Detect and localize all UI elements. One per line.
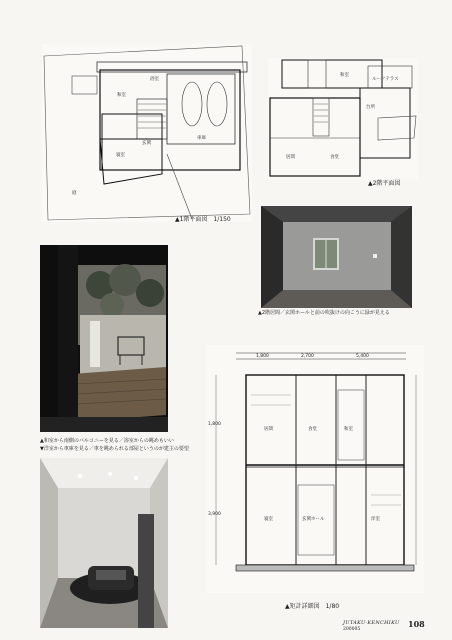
floor-plan-1f — [42, 44, 252, 222]
room-label-2f: ルーフテラス — [372, 77, 399, 82]
detail-section-drawing — [206, 345, 424, 593]
footer-magazine: JUTAKU-KENCHIKU — [343, 620, 400, 626]
page-number: 108 — [408, 619, 425, 629]
dimension-label: 1,800 — [208, 422, 221, 427]
dimension-label: 3,900 — [208, 512, 221, 517]
room-label-detail: 食堂 — [308, 427, 317, 432]
caption-floor1: ▲1階平面図 1/150 — [175, 216, 231, 223]
room-label-detail: 和室 — [344, 427, 353, 432]
footer-issue: 200005 — [343, 627, 361, 632]
room-label-1f: 玄関 — [142, 141, 151, 146]
room-label-2f: 台所 — [366, 105, 375, 110]
photo-balcony — [40, 245, 168, 432]
dimension-label: 1,800 — [256, 354, 269, 359]
room-label-detail: 玄関ホール — [302, 517, 325, 522]
caption-photo-balcony-2: ▼洋室から車庫を見る／車を眺められる部屋というのが建主の要望 — [40, 446, 189, 452]
room-label-detail: 居間 — [264, 427, 273, 432]
room-label-1f: 和室 — [117, 93, 126, 98]
room-label-1f: 寝室 — [116, 153, 125, 158]
caption-floor2: ▲2階平面図 — [368, 180, 401, 187]
photo-living-room — [261, 206, 412, 308]
caption-photo-balcony-1: ▲和室から南側のバルコニーを見る／浴室からの眺めもいい — [40, 438, 174, 444]
caption-detail: ▲矩計詳細図 1/80 — [285, 603, 340, 610]
dimension-label: 5,400 — [356, 354, 369, 359]
room-label-1f: 浴室 — [150, 77, 159, 82]
room-label-2f: 和室 — [340, 73, 349, 78]
room-label-detail: 寝室 — [264, 517, 273, 522]
caption-photo-living: ▲2階居間／玄関ホールと前の吹抜けの向こうに緑が見える — [258, 310, 390, 316]
room-label-1f: 庭 — [72, 191, 77, 196]
room-label-2f: 居間 — [286, 155, 295, 160]
floor-plan-2f — [268, 58, 418, 180]
room-label-2f: 食堂 — [330, 155, 339, 160]
photo-garage — [40, 458, 168, 628]
room-label-1f: 車庫 — [197, 136, 206, 141]
room-label-detail: 洋室 — [371, 517, 380, 522]
dimension-label: 2,700 — [301, 354, 314, 359]
